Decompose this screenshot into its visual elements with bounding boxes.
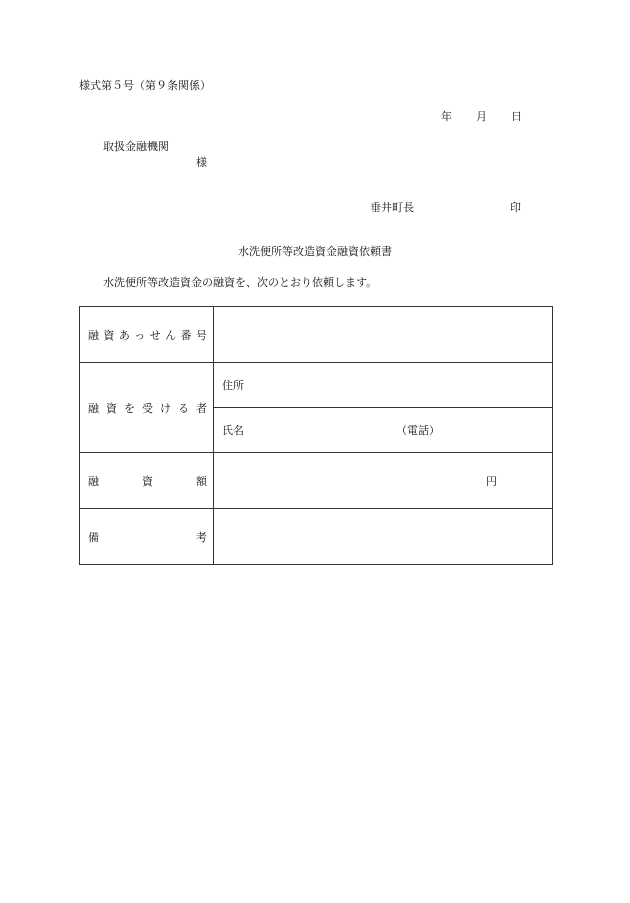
loan-request-table xyxy=(79,306,553,565)
phone-label: （電話） xyxy=(396,424,440,437)
recipient-label: 取扱金融機関 xyxy=(103,140,169,153)
intro-text: 水洗便所等改造資金の融資を、次のとおり依頼します。 xyxy=(103,276,378,289)
mediation-number-field[interactable] xyxy=(214,307,553,363)
remarks-label: 備 考 xyxy=(80,509,214,565)
recipient-honorific: 様 xyxy=(196,156,207,169)
form-number: 様式第５号（第９条関係） xyxy=(79,79,211,92)
date-line xyxy=(441,111,522,122)
document-title: 水洗便所等改造資金融資依頼書 xyxy=(238,245,392,258)
address-field[interactable] xyxy=(214,363,553,408)
date-month-label: 月 xyxy=(476,110,487,123)
seal-mark: 印 xyxy=(510,201,521,214)
loan-amount-field[interactable] xyxy=(214,453,553,509)
remarks-field[interactable] xyxy=(214,509,553,565)
yen-unit-label: 円 xyxy=(486,474,497,488)
date-day-label: 日 xyxy=(511,110,522,123)
loan-amount-label: 融 資 額 xyxy=(80,453,214,509)
mayor-title: 垂井町長 xyxy=(370,201,414,214)
address-label: 住所 xyxy=(222,379,244,392)
borrower-label: 融 資 を 受 け る 者 xyxy=(80,363,214,453)
name-label: 氏名 xyxy=(222,424,244,437)
mediation-number-label: 融 資 あ っ せ ん 番 号 xyxy=(80,307,214,363)
name-field[interactable] xyxy=(214,408,553,453)
date-year-label: 年 xyxy=(441,110,452,123)
